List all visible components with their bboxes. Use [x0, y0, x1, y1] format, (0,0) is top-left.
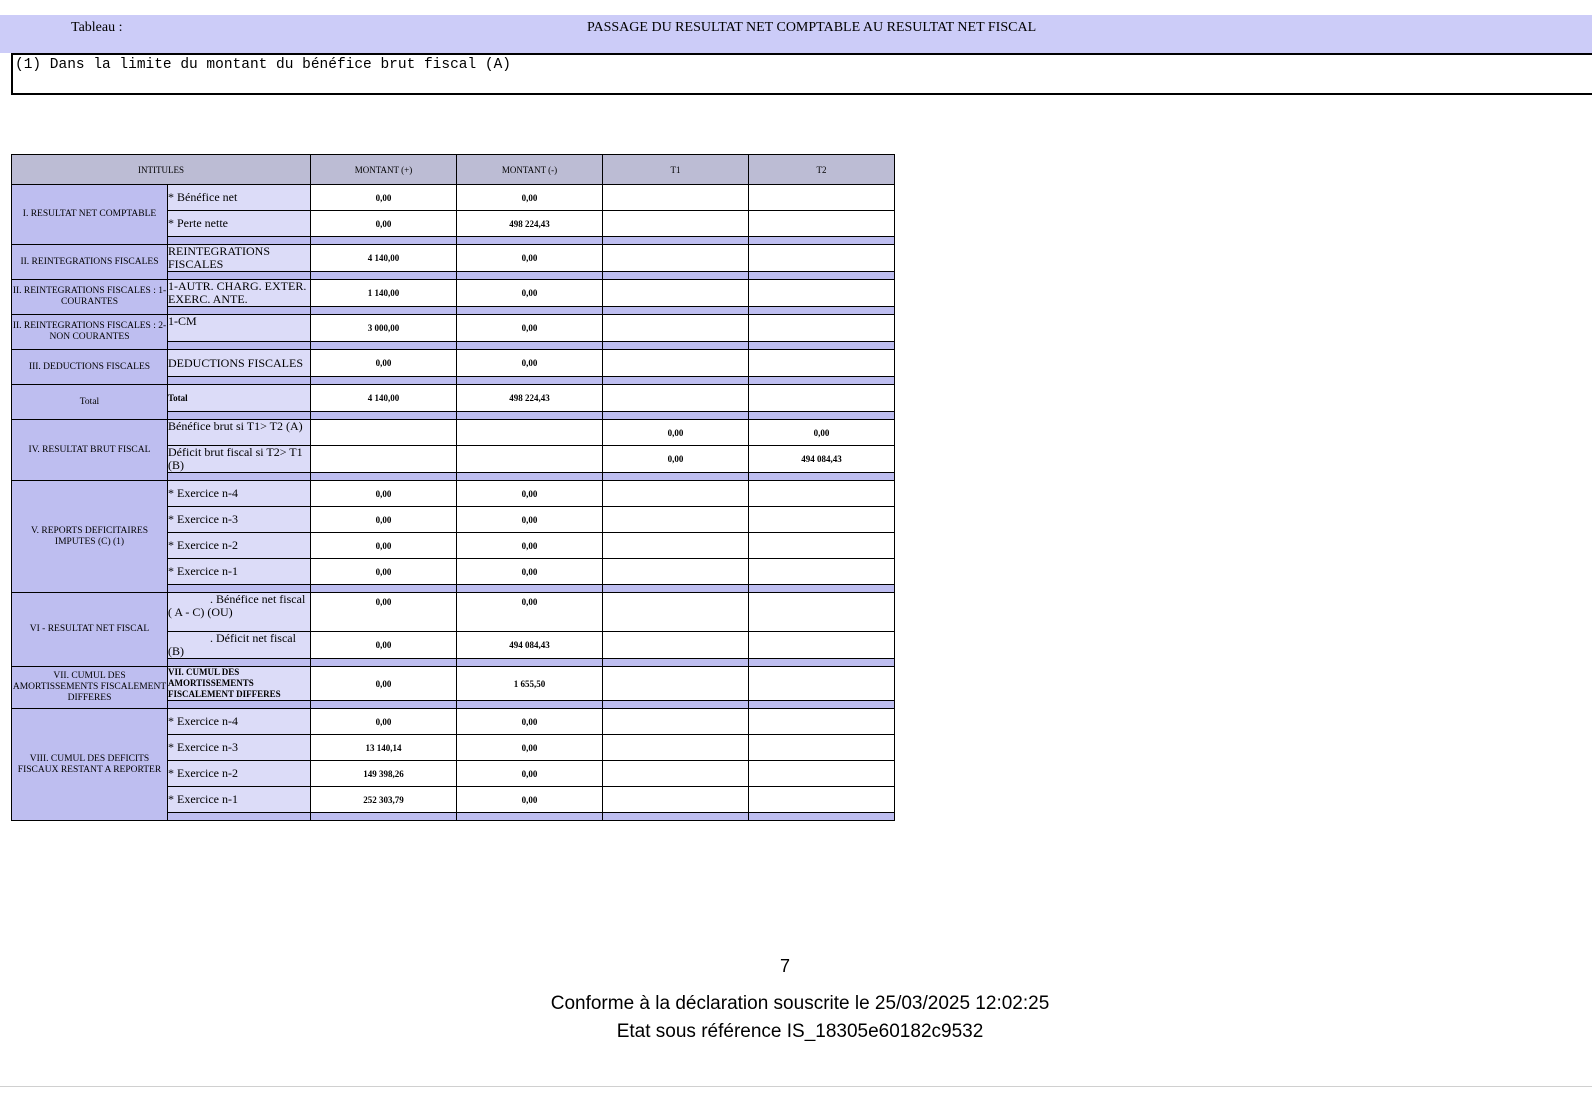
- row-label: * Exercice n-1: [168, 559, 311, 585]
- table-row: [12, 481, 895, 507]
- amount-minus: 0,00: [457, 280, 603, 307]
- table-row: [12, 350, 895, 377]
- t2-cell: [749, 735, 895, 761]
- footnote-box: (1) Dans la limite du montant du bénéfice brut fiscal (A): [11, 53, 1592, 95]
- amount-minus: 0,00: [457, 481, 603, 507]
- t2-cell: [749, 350, 895, 377]
- row-label: [168, 593, 311, 632]
- t2-cell: [749, 632, 895, 659]
- col-header-t1: T1: [603, 155, 749, 185]
- t1-cell: [603, 593, 749, 632]
- t1-cell: [603, 559, 749, 585]
- fiscal-result-table: [11, 154, 895, 821]
- t1-cell: [603, 315, 749, 342]
- t1-cell: [603, 632, 749, 659]
- t1-cell: [603, 667, 749, 701]
- amount-plus: 0,00: [311, 632, 457, 659]
- table-header-row: [12, 155, 895, 185]
- row-label: Total: [168, 385, 311, 412]
- section-label: VIII. CUMUL DES DEFICITS FISCAUX RESTANT A REPORTER: [12, 709, 168, 821]
- section-label: IV. RESULTAT BRUT FISCAL: [12, 420, 168, 481]
- row-label: 1-AUTR. CHARG. EXTER. EXERC. ANTE.: [168, 280, 311, 307]
- t1-cell: 0,00: [603, 420, 749, 446]
- t1-cell: [603, 211, 749, 237]
- t1-cell: [603, 481, 749, 507]
- page-title: PASSAGE DU RESULTAT NET COMPTABLE AU RESULTAT NET FISCAL: [587, 20, 1037, 35]
- row-label: REINTEGRATIONS FISCALES: [168, 245, 311, 272]
- section-label: I. RESULTAT NET COMPTABLE: [12, 185, 168, 245]
- amount-minus: 0,00: [457, 245, 603, 272]
- amount-plus: 0,00: [311, 533, 457, 559]
- t1-cell: [603, 761, 749, 787]
- row-label: * Exercice n-2: [168, 533, 311, 559]
- amount-minus: 0,00: [457, 787, 603, 813]
- row-label: Déficit brut fiscal si T2> T1 (B): [168, 446, 311, 473]
- section-label: VII. CUMUL DES AMORTISSEMENTS FISCALEMENT DIFFERES: [12, 667, 168, 709]
- section-label: V. REPORTS DEFICITAIRES IMPUTES (C) (1): [12, 481, 168, 593]
- header-band: [0, 15, 1592, 53]
- row-label-line: ( A - C) (OU): [168, 605, 233, 619]
- t2-cell: [749, 507, 895, 533]
- conformity-statement: Conforme à la déclaration souscrite le 25/03/2025 12:02:25: [550, 993, 1050, 1014]
- col-header-montant-minus: MONTANT (-): [457, 155, 603, 185]
- t2-cell: [749, 481, 895, 507]
- section-label: II. REINTEGRATIONS FISCALES: [12, 245, 168, 280]
- amount-plus: 4 140,00: [311, 245, 457, 272]
- amount-minus: 0,00: [457, 593, 603, 632]
- t1-cell: [603, 280, 749, 307]
- amount-plus: [311, 446, 457, 473]
- row-label: * Exercice n-2: [168, 761, 311, 787]
- t2-cell: [749, 315, 895, 342]
- t1-cell: [603, 350, 749, 377]
- amount-minus: 0,00: [457, 315, 603, 342]
- amount-minus: 0,00: [457, 735, 603, 761]
- amount-minus: 1 655,50: [457, 667, 603, 701]
- table-row: [12, 593, 895, 632]
- row-label-line: . Déficit net fiscal: [210, 631, 296, 645]
- amount-plus: 0,00: [311, 185, 457, 211]
- amount-plus: 0,00: [311, 709, 457, 735]
- bottom-divider: [0, 1086, 1592, 1087]
- t1-cell: [603, 787, 749, 813]
- row-label: * Exercice n-4: [168, 709, 311, 735]
- amount-minus: 494 084,43: [457, 632, 603, 659]
- t2-cell: [749, 185, 895, 211]
- row-label: * Exercice n-4: [168, 481, 311, 507]
- t1-cell: [603, 735, 749, 761]
- row-label: VII. CUMUL DES AMORTISSEMENTS FISCALEMENT DIFFERES: [168, 667, 311, 701]
- amount-minus: 0,00: [457, 185, 603, 211]
- row-label-line: . Bénéfice net fiscal: [210, 592, 306, 606]
- amount-minus: 0,00: [457, 507, 603, 533]
- amount-minus: 0,00: [457, 533, 603, 559]
- row-label-line: (B): [168, 644, 184, 658]
- row-label: * Exercice n-3: [168, 507, 311, 533]
- row-label: 1-CM: [168, 315, 311, 342]
- t2-cell: [749, 385, 895, 412]
- amount-plus: 0,00: [311, 350, 457, 377]
- t1-cell: [603, 533, 749, 559]
- amount-minus: [457, 446, 603, 473]
- row-label: [168, 632, 311, 659]
- row-label: * Exercice n-1: [168, 787, 311, 813]
- amount-plus: 149 398,26: [311, 761, 457, 787]
- amount-plus: 0,00: [311, 559, 457, 585]
- t1-cell: [603, 507, 749, 533]
- amount-plus: 252 303,79: [311, 787, 457, 813]
- t1-cell: [603, 385, 749, 412]
- t2-cell: [749, 245, 895, 272]
- table-row: [12, 245, 895, 272]
- t2-cell: [749, 787, 895, 813]
- t1-cell: [603, 709, 749, 735]
- table-row: [12, 185, 895, 211]
- table-row: [12, 315, 895, 342]
- row-label: * Exercice n-3: [168, 735, 311, 761]
- amount-plus: [311, 420, 457, 446]
- t2-cell: 0,00: [749, 420, 895, 446]
- reference-statement: Etat sous référence IS_18305e60182c9532: [616, 1021, 984, 1042]
- amount-minus: 0,00: [457, 559, 603, 585]
- t2-cell: [749, 533, 895, 559]
- amount-minus: 498 224,43: [457, 385, 603, 412]
- section-label: Total: [12, 385, 168, 420]
- table-row: [12, 667, 895, 701]
- t2-cell: [749, 593, 895, 632]
- amount-plus: 0,00: [311, 667, 457, 701]
- row-label: DEDUCTIONS FISCALES: [168, 350, 311, 377]
- t2-cell: [749, 667, 895, 701]
- page-number: 7: [779, 956, 790, 976]
- t2-cell: 494 084,43: [749, 446, 895, 473]
- table-label: Tableau :: [71, 20, 123, 35]
- amount-plus: 13 140,14: [311, 735, 457, 761]
- t2-cell: [749, 559, 895, 585]
- section-label: II. REINTEGRATIONS FISCALES : 1-COURANTES: [12, 280, 168, 315]
- row-label: * Bénéfice net: [168, 185, 311, 211]
- row-label: Bénéfice brut si T1> T2 (A): [168, 420, 311, 446]
- col-header-montant-plus: MONTANT (+): [311, 155, 457, 185]
- amount-plus: 0,00: [311, 481, 457, 507]
- amount-plus: 0,00: [311, 507, 457, 533]
- total-row: [12, 385, 895, 412]
- t1-cell: [603, 245, 749, 272]
- col-header-intitules: INTITULES: [12, 155, 311, 185]
- amount-plus: 4 140,00: [311, 385, 457, 412]
- amount-plus: 0,00: [311, 211, 457, 237]
- table-row: [12, 280, 895, 307]
- section-label: VI - RESULTAT NET FISCAL: [12, 593, 168, 667]
- section-label: III. DEDUCTIONS FISCALES: [12, 350, 168, 385]
- t2-cell: [749, 280, 895, 307]
- section-label: II. REINTEGRATIONS FISCALES : 2-NON COURANTES: [12, 315, 168, 350]
- t1-cell: 0,00: [603, 446, 749, 473]
- amount-minus: 0,00: [457, 709, 603, 735]
- amount-minus: 0,00: [457, 350, 603, 377]
- table-row: [12, 709, 895, 735]
- amount-plus: 1 140,00: [311, 280, 457, 307]
- amount-minus: 498 224,43: [457, 211, 603, 237]
- amount-minus: 0,00: [457, 761, 603, 787]
- row-label: * Perte nette: [168, 211, 311, 237]
- t2-cell: [749, 709, 895, 735]
- table-row: [12, 420, 895, 446]
- amount-minus: [457, 420, 603, 446]
- amount-plus: 3 000,00: [311, 315, 457, 342]
- amount-plus: 0,00: [311, 593, 457, 632]
- t2-cell: [749, 761, 895, 787]
- t1-cell: [603, 185, 749, 211]
- col-header-t2: T2: [749, 155, 895, 185]
- t2-cell: [749, 211, 895, 237]
